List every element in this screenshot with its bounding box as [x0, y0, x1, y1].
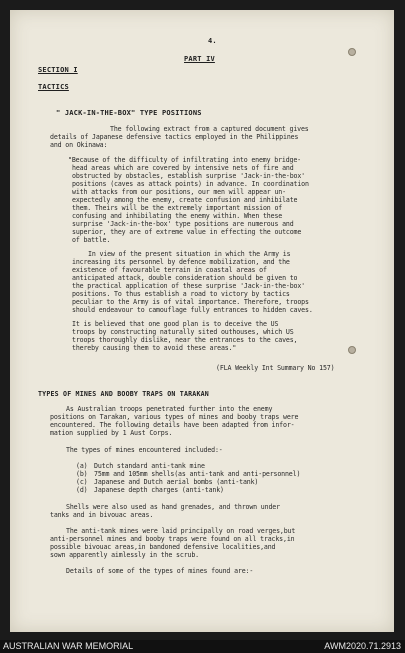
section-label: SECTION I	[38, 66, 78, 74]
section-title: TACTICS	[38, 83, 69, 91]
text-line: tanks and in bivouac areas.	[50, 511, 154, 519]
quote-line: It is believed that one good plan is to deceive the US	[72, 320, 279, 328]
quote-line: peculiar to the Army is of vital importance. Therefore, troops	[72, 298, 309, 306]
list-marker: (b)	[76, 470, 88, 478]
article-title: TYPES OF MINES AND BOOBY TRAPS ON TARAKAN	[38, 390, 209, 398]
text-line: mation supplied by 1 Aust Corps.	[50, 429, 173, 437]
list-marker: (a)	[76, 462, 88, 470]
text-line: The anti-tank mines were laid principally on road verges,but	[66, 527, 296, 535]
list-item: Japanese and Dutch aerial bombs (anti-tank)	[94, 478, 259, 486]
article-title: " JACK-IN-THE-BOX" TYPE POSITIONS	[56, 109, 202, 117]
list-item: 75mm and 105mm shells(as anti-tank and anti-personnel)	[94, 470, 301, 478]
quote-line: anticipated attack, double consideration should be given to	[72, 274, 298, 282]
text-line: The types of mines encountered included:-	[66, 446, 223, 454]
part-heading: PART IV	[184, 55, 215, 63]
list-marker: (c)	[76, 478, 88, 486]
quote-line: positions. To thus establish a road to victory by tactics	[72, 290, 290, 298]
quote-line: with attacks from our positions, our men will appear un-	[72, 188, 286, 196]
list-item: Japanese depth charges (anti-tank)	[94, 486, 224, 494]
quote-line: thereby causing them to avoid these areas."	[72, 344, 237, 352]
punch-hole	[348, 48, 356, 56]
archive-footer	[0, 640, 405, 653]
quote-line: increasing its personnel by defence mobilization, and the	[72, 258, 290, 266]
quote-line: expectedly among the enemy, create confusion and inhibilate	[72, 196, 298, 204]
quote-line: confusing and inhibilating the enemy within. When these	[72, 212, 283, 220]
text-line: sown apparently aimlessly in the scrub.	[50, 551, 199, 559]
text-line: As Australian troops penetrated further into the enemy	[66, 405, 273, 413]
text-line: Shells were also used as hand grenades, and thrown under	[66, 503, 280, 511]
text-line: possible bivouac areas,in bandoned defensive localities,and	[50, 543, 276, 551]
footer-accession-number: AWM2020.71.2913	[324, 641, 401, 651]
page-number: 4.	[208, 37, 217, 45]
text-line: The following extract from a captured document gives	[110, 125, 309, 133]
quote-line: positions (caves as attack points) in advance. In coordination	[72, 180, 309, 188]
quote-line: obstructed by obstacles, establish surprise 'Jack-in-the-box'	[72, 172, 306, 180]
text-line: details of Japanese defensive tactics employed in the Philippines	[50, 133, 299, 141]
list-item: Dutch standard anti-tank mine	[94, 462, 205, 470]
text-line: anti-personnel mines and booby traps were found on all tracks,in	[50, 535, 295, 543]
punch-hole	[348, 346, 356, 354]
quote-line: them. Theirs will be the extremely important mission of	[72, 204, 283, 212]
document-page	[10, 10, 394, 632]
quote-line: "Because of the difficulty of infiltrating into enemy bridge-	[68, 156, 302, 164]
text-line: encountered. The following details have been adapted from infor-	[50, 421, 295, 429]
quote-line: of battle.	[72, 236, 111, 244]
quote-line: the practical application of these surprise 'Jack-in-the-box'	[72, 282, 306, 290]
quote-line: troops by constructing naturally sited outhouses, which US	[72, 328, 294, 336]
quote-line: head areas which are covered by intensive nets of fire and	[72, 164, 294, 172]
list-marker: (d)	[76, 486, 88, 494]
quote-line: surprise 'Jack-in-the-box' type positions are numerous and	[72, 220, 294, 228]
quote-line: existence of favourable terrain in coastal areas of	[72, 266, 267, 274]
text-line: and on Okinawa:	[50, 141, 108, 149]
quote-line: superior, they are of extreme value in effecting the outcome	[72, 228, 302, 236]
quote-line: should endeavour to camouflage fully entrances to hidden caves.	[72, 306, 313, 314]
text-line: Details of some of the types of mines found are:-	[66, 567, 254, 575]
footer-institution: AUSTRALIAN WAR MEMORIAL	[3, 641, 134, 651]
text-line: positions on Tarakan, various types of mines and booby traps were	[50, 413, 299, 421]
quote-line: troops thoroughly dislike, near the entrances to the caves,	[72, 336, 298, 344]
quote-line: In view of the present situation in which the Army is	[88, 250, 291, 258]
source-citation: (FLA Weekly Int Summary No 157)	[216, 364, 335, 372]
